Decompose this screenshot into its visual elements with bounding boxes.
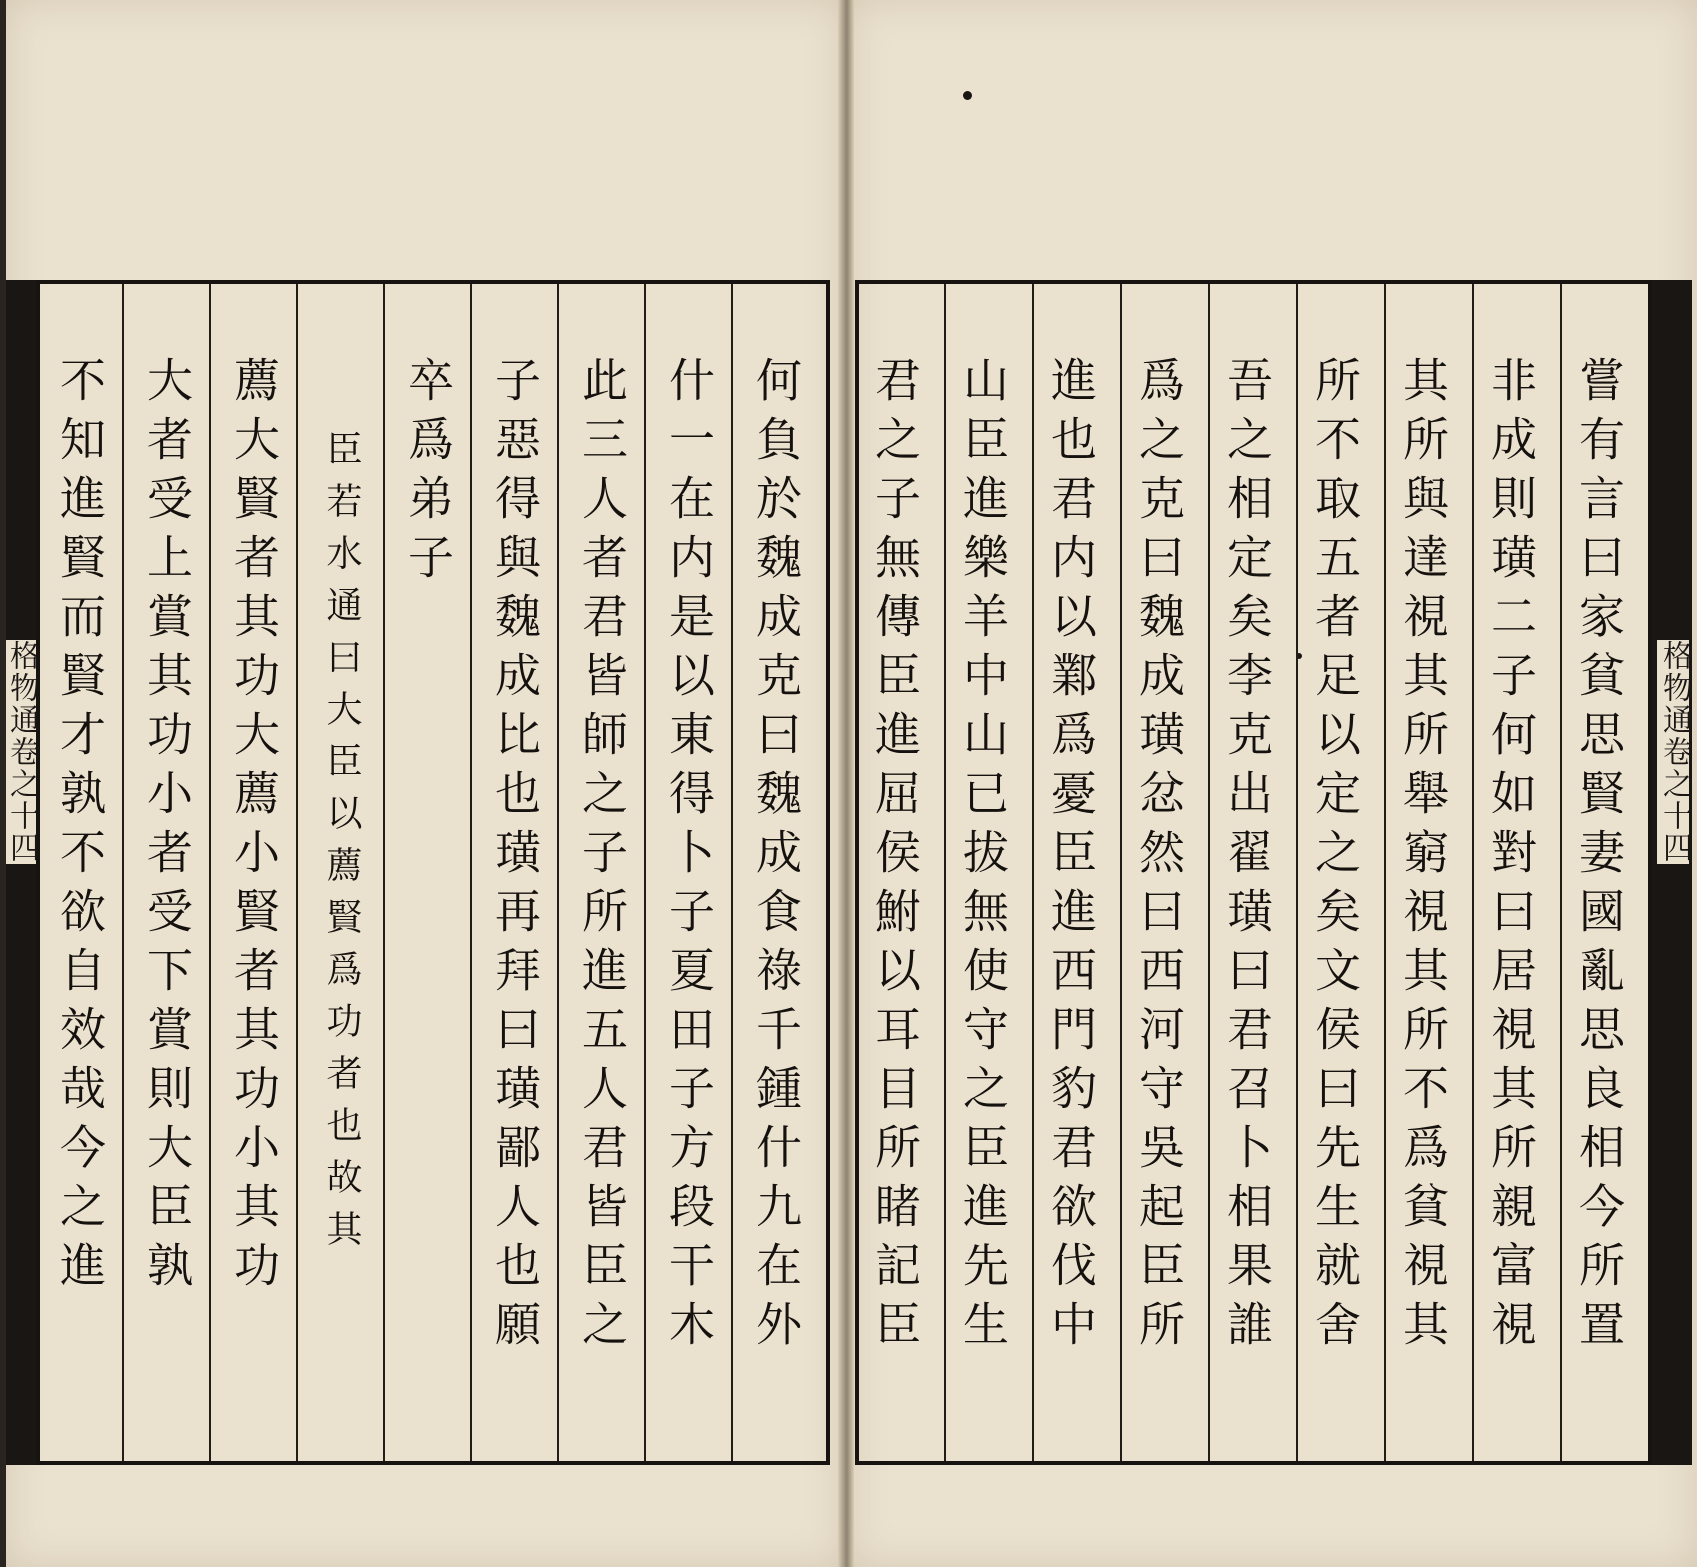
text-column: 此三人者君皆師之子所進五人君皆臣之: [575, 356, 629, 1359]
column-rule: [1384, 284, 1386, 1461]
text-column: 卒爲弟子: [401, 356, 455, 592]
column-rule: [1560, 284, 1562, 1461]
text-column: 大者受上賞其功小者受下賞則大臣孰: [140, 356, 194, 1300]
column-rule: [209, 284, 211, 1461]
text-column: 爲之克曰魏成璜忿然曰西河守吳起臣所: [1132, 356, 1186, 1359]
column-rule: [1120, 284, 1122, 1461]
folio-label: 格物通卷之十四: [4, 640, 39, 864]
text-column: 子惡得與魏成比也璜再拜曰璜鄙人也願: [488, 356, 542, 1359]
fishtail-mark: [4, 280, 39, 1465]
text-column: 什一在内是以東得卜子夏田子方段干木: [662, 356, 716, 1359]
text-column: 君之子無傳臣進屈侯鮒以耳目所睹記臣: [868, 356, 922, 1359]
text-column: 不知進賢而賢才孰不欲自效哉今之進: [53, 356, 107, 1300]
column-rule: [1208, 284, 1210, 1461]
column-rule: [383, 284, 385, 1461]
folio-label: 格物通卷之十四: [1657, 640, 1692, 864]
column-rule: [296, 284, 298, 1461]
text-column: 何負於魏成克曰魏成食祿千鍾什九在外: [749, 356, 803, 1359]
column-rule: [644, 284, 646, 1461]
text-column: 吾之相定矣李克出翟璜曰君召卜相果誰: [1220, 356, 1274, 1359]
book-gutter: [838, 0, 854, 1567]
column-rule: [944, 284, 946, 1461]
text-column: 山臣進樂羊中山已拔無使守之臣進先生: [956, 356, 1010, 1359]
fishtail-mark: [1652, 280, 1692, 1465]
column-rule: [557, 284, 559, 1461]
text-column: 進也君内以鄴爲憂臣進西門豹君欲伐中: [1044, 356, 1098, 1359]
column-rule: [1296, 284, 1298, 1461]
text-column: 薦大賢者其功大薦小賢者其功小其功: [227, 356, 281, 1300]
column-rule: [122, 284, 124, 1461]
text-column: 所不取五者足以定之矣文侯曰先生就舍: [1308, 356, 1362, 1359]
column-rule: [1032, 284, 1034, 1461]
column-rule: [1472, 284, 1474, 1461]
text-column: 其所與達視其所舉窮視其所不爲貧視其: [1396, 356, 1450, 1359]
text-column: 嘗有言曰家貧思賢妻國亂思良相今所置: [1572, 356, 1626, 1359]
text-column: 非成則璜二子何如對曰居視其所親富視: [1484, 356, 1538, 1359]
column-rule: [470, 284, 472, 1461]
commentary-column: 臣若水通曰大臣以薦賢爲功者也故其: [321, 430, 362, 1262]
column-rule: [731, 284, 733, 1461]
ink-dot: [963, 91, 972, 100]
